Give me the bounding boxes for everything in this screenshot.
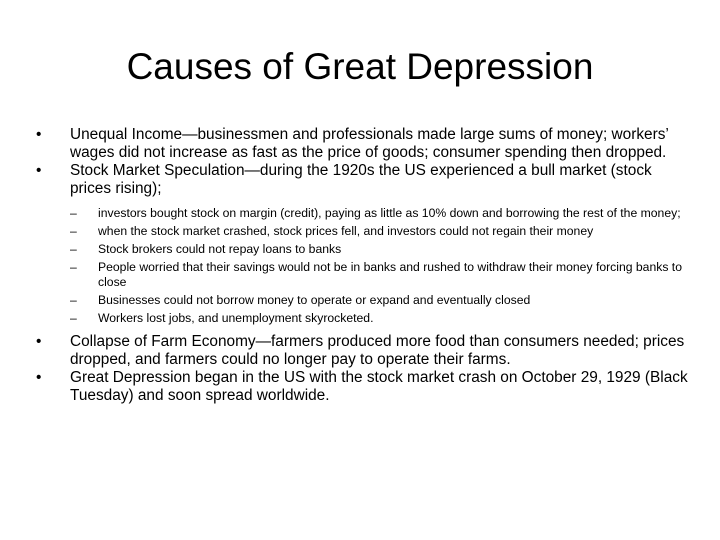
slide-title: Causes of Great Depression: [126, 46, 594, 87]
bullet-text: Unequal Income—businessmen and professionals made large sums of money; workers’ wages did not increase as fast as the price of goods; consumer spending then dropped.: [70, 126, 669, 161]
sub-bullet-text: Businesses could not borrow money to operate or expand and eventually closed: [98, 292, 531, 307]
bullet-marker: •: [36, 162, 42, 179]
bullet-item-great-depression-began: [36, 369, 688, 405]
dash-marker: –: [70, 206, 77, 220]
bullet-list: [36, 126, 688, 405]
dash-marker: –: [70, 310, 77, 325]
sub-bullet-text: when the stock market crashed, stock prices fell, and investors could not regain their money: [98, 224, 594, 238]
dash-marker: –: [70, 224, 77, 238]
sub-bullet-item: [70, 206, 688, 221]
bullet-text: Stock Market Speculation—during the 1920s the US experienced a bull market (stock prices rising);: [70, 162, 652, 197]
bullet-marker: •: [36, 369, 42, 386]
sub-bullet-text: investors bought stock on margin (credit), paying as little as 10% down and borrowing the rest of the money;: [98, 206, 681, 220]
sub-bullet-item: [70, 311, 688, 326]
sub-bullet-item: [70, 293, 688, 308]
sub-bullet-item: [70, 242, 688, 257]
bullet-item-stock-speculation: [36, 162, 688, 325]
dash-marker: –: [70, 242, 77, 256]
bullet-text: Great Depression began in the US with the stock market crash on October 29, 1929 (Black Tuesday) and soon spread worldwide.: [70, 369, 688, 404]
sub-bullet-text: People worried that their savings would not be in banks and rushed to withdraw their money forcing banks to close: [98, 260, 682, 289]
dash-marker: –: [70, 260, 77, 274]
bullet-text: Collapse of Farm Economy—farmers produced more food than consumers needed; prices dropped, and farmers could no longer pay to operate their farms.: [70, 333, 685, 368]
sub-bullet-text: Workers lost jobs, and unemployment skyrocketed.: [98, 310, 374, 325]
bullet-item-unequal-income: [36, 126, 688, 162]
sub-bullet-list: [70, 206, 688, 325]
bullet-marker: •: [36, 126, 42, 143]
bullet-item-farm-economy: [36, 333, 688, 369]
dash-marker: –: [70, 292, 77, 307]
sub-bullet-text: Stock brokers could not repay loans to banks: [98, 242, 342, 256]
sub-bullet-item: [70, 224, 688, 239]
sub-bullet-item: [70, 260, 688, 289]
bullet-marker: •: [36, 333, 42, 350]
slide-body: [36, 126, 688, 405]
